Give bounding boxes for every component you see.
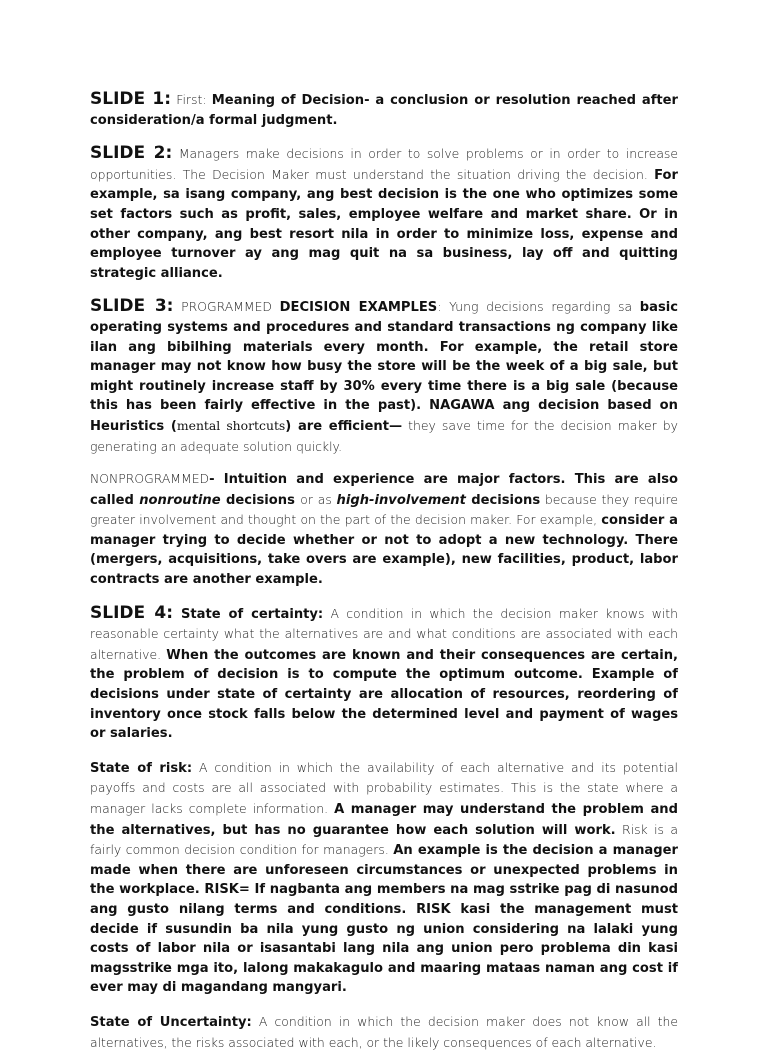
decisions-word-2: decisions bbox=[465, 492, 541, 508]
state-of-risk-paragraph bbox=[90, 758, 678, 998]
risk-definition: A condition in which the availability of each alternative and its potential payoffs and costs are all associated with probability estimates. This is the state where a manager lacks complete information. bbox=[90, 759, 678, 816]
nonprogrammed-example: consider a manager trying to decide whether or not to adopt a new technology. There (mergers, acquisitions, take overs are example), new facilities, product, labor contracts are another example. bbox=[90, 513, 678, 588]
nonprogrammed-paragraph bbox=[90, 469, 678, 590]
slide-3-paragraph bbox=[90, 297, 678, 457]
decisions-word: decisions bbox=[220, 492, 301, 508]
high-involvement-term: high-involvement bbox=[336, 492, 466, 508]
uncertainty-definition: A condition in which the decision maker does not know all the alternatives, the risks associated with each, or the likely consequences of each alternative. bbox=[90, 1013, 678, 1050]
state-of-uncertainty-paragraph bbox=[90, 1012, 678, 1053]
or-as-text: or as bbox=[300, 491, 337, 507]
slide-3-efficient: ) are efficient— bbox=[285, 418, 403, 434]
slide-3-regarding: : Yung decisions regarding sa bbox=[437, 299, 640, 315]
slide-4-paragraph bbox=[90, 604, 678, 744]
slide-3-heading: SLIDE 3: bbox=[90, 296, 174, 317]
slide-2-intro: Managers make decisions in order to solve problems or in order to increase opportunities. The Decision Maker must understand the situation driving the decision. bbox=[90, 146, 679, 182]
nonprogrammed-explanation: because they require greater involvement and thought on the part of the decision maker. For example, bbox=[90, 491, 678, 528]
nonprogrammed-intro: - Intuition and experience are major factors. This are also called bbox=[90, 472, 678, 508]
slide-4-heading: SLIDE 4: bbox=[90, 602, 174, 623]
risk-common: Risk is a fairly common decision condition for managers. bbox=[90, 821, 678, 858]
state-of-risk-term: State of risk: bbox=[90, 760, 193, 776]
slide-2-example: For example, sa isang company, ang best decision is the one who optimizes some set factors such as profit, sales, employee welfare and market share. Or in other company, ang best resort nila in order to minimize loss, expense and employee turnover ay ang mag quit na sa business, lay off and quitting strategic alliance. bbox=[90, 167, 678, 281]
slide-1-heading: SLIDE 1: bbox=[90, 89, 171, 109]
risk-example: An example is the decision a manager made when there are unforeseen circumstances or unexpected problems in the workplace. RISK= If nagbanta ang members na mag sstrike pag di nasunod ang gusto nilang terms and conditions. RISK kasi the management must decide if susundin ba nila yung gusto ng union considering na lalaki yung costs of labor nila or isasantabi lang nila ang union pero problema din kasi magsstrike mga ito, lalong makakagulo and maaring mataas naman ang cost if ever may di magandang mangyari. bbox=[90, 843, 678, 996]
nonroutine-term: nonroutine bbox=[139, 492, 221, 508]
state-of-uncertainty-term: State of Uncertainty: bbox=[90, 1014, 252, 1030]
slide-2-paragraph bbox=[90, 144, 678, 283]
slide-1-intro: First: bbox=[171, 92, 212, 107]
state-of-certainty-term: State of certainty: bbox=[173, 606, 324, 622]
slide-3-decision-examples: DECISION EXAMPLES bbox=[279, 300, 438, 316]
certainty-definition: A condition in which the decision maker knows with reasonable certainty what the alternatives are and what conditions are associated with each alternative. bbox=[90, 605, 678, 662]
slide-3-programmed: PROGRAMMED bbox=[173, 299, 280, 315]
slide-3-mental-shortcuts: mental shortcuts bbox=[176, 417, 286, 433]
slide-1-paragraph bbox=[90, 90, 678, 130]
slide-1-definition: Meaning of Decision- a conclusion or resolution reached after consideration/a formal judgment. bbox=[90, 93, 678, 128]
risk-manager-understand: A manager may understand the problem and the alternatives, but has no guarantee how each solution will work. bbox=[90, 802, 678, 838]
slide-3-save-time: they save time for the decision maker by generating an adequate solution quickly. bbox=[90, 417, 679, 454]
slide-2-heading: SLIDE 2: bbox=[90, 143, 173, 164]
certainty-example: When the outcomes are known and their consequences are certain, the problem of decision is to compute the optimum outcome. Example of decisions under state of certainty are allocation of resources, reordering of inventory once stock falls below the determined level and payment of wages or salaries. bbox=[90, 647, 678, 742]
slide-3-body: basic operating systems and procedures and standard transactions ng company like ilan ang bibilhing materials every month. For example, the retail store manager may not know how busy the store will be the week of a big sale, but might routinely increase staff by 30% every time there is a big sale (because this has been fairly effective in the past). NAGAWA ang decision based on Heuristics ( bbox=[90, 300, 679, 434]
nonprogrammed-term: NONPROGRAMMED bbox=[90, 471, 210, 487]
